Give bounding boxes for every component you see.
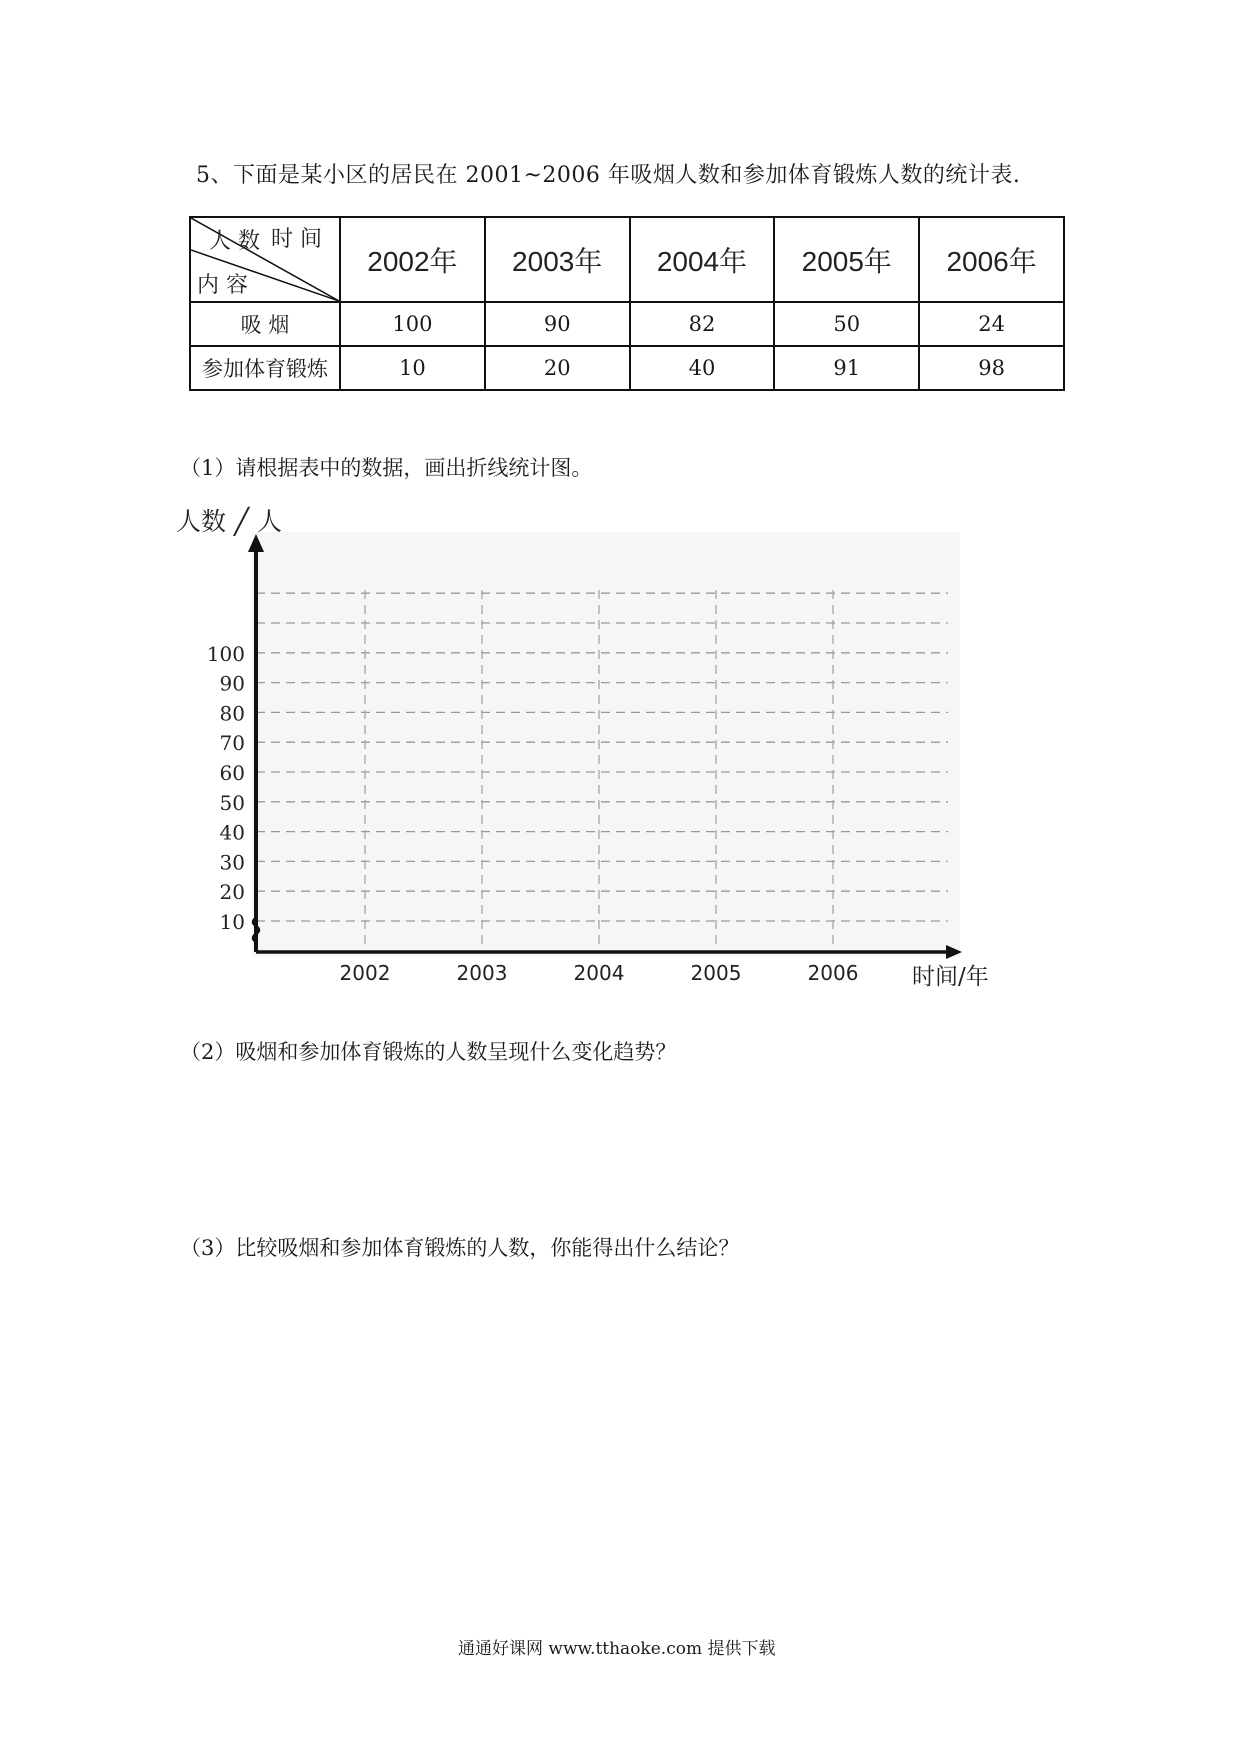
sub-question-2: （2）吸烟和参加体育锻炼的人数呈现什么变化趋势？ (180, 1040, 677, 1064)
x-tick-label: 2005 (690, 961, 742, 985)
y-tick-label: 10 (219, 910, 245, 934)
x-tick-label: 2002 (339, 961, 391, 985)
table-cell: 40 (630, 346, 775, 390)
year-header: 2002年 (340, 217, 485, 302)
y-tick-label: 80 (219, 701, 245, 726)
year-header: 2003年 (485, 217, 630, 302)
table-cell: 98 (919, 346, 1064, 390)
y-tick-label: 40 (219, 820, 245, 845)
corner-label-time: 时 间 (271, 227, 322, 252)
table-cell: 91 (774, 346, 919, 390)
y-tick-label: 90 (219, 671, 245, 696)
y-tick-label: 100 (206, 641, 245, 666)
y-tick-label: 50 (219, 790, 245, 815)
x-tick-label: 2003 (456, 961, 508, 985)
table-cell: 20 (485, 346, 630, 390)
table-cell: 10 (340, 346, 485, 390)
y-tick-label: 60 (219, 761, 245, 785)
year-header: 2006年 (919, 217, 1064, 302)
table-cell: 82 (630, 302, 775, 346)
corner-label-count: 人 数 (209, 229, 260, 254)
x-tick-label: 2006 (807, 961, 859, 985)
y-axis-label: 人数 ╱ 人 (176, 507, 282, 536)
row-label: 吸 烟 (190, 302, 340, 346)
sub-question-1: （1）请根据表中的数据，画出折线统计图。 (180, 456, 593, 480)
y-tick-label: 70 (219, 731, 245, 756)
footer-source: 通通好课网 www.tthaoke.com 提供下载 (458, 1639, 776, 1659)
x-axis-label: 时间/年 (912, 964, 989, 990)
year-header: 2005年 (774, 217, 919, 302)
year-header: 2004年 (630, 217, 775, 302)
question-title: 5、下面是某小区的居民在 2001~2006 年吸烟人数和参加体育锻炼人数的统计表. (196, 163, 1021, 188)
table-cell: 90 (485, 302, 630, 346)
chart-background (252, 532, 960, 957)
y-tick-label: 20 (219, 880, 245, 905)
corner-label-content: 内 容 (197, 273, 248, 298)
sub-question-3: （3）比较吸烟和参加体育锻炼的人数，你能得出什么结论？ (180, 1236, 740, 1260)
row-label: 参加体育锻炼 (190, 346, 340, 390)
y-tick-label: 30 (219, 850, 245, 875)
table-cell: 50 (774, 302, 919, 346)
table-cell: 24 (919, 302, 1064, 346)
table-cell: 100 (340, 302, 485, 346)
x-tick-label: 2004 (573, 961, 625, 985)
